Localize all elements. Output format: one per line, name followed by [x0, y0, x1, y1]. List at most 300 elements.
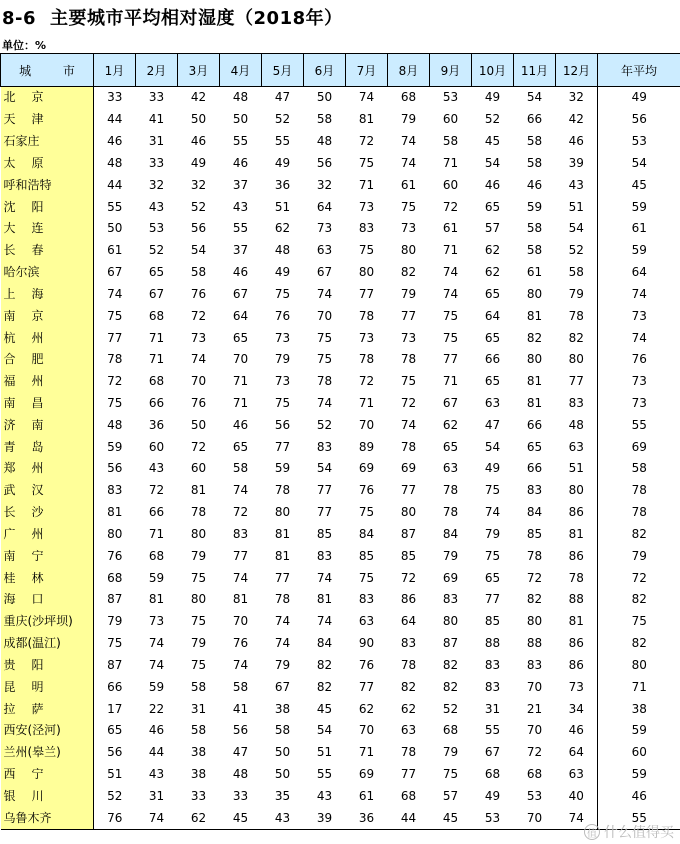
month-value-cell: 77	[400, 483, 417, 498]
month-value-cell: 48	[107, 417, 123, 432]
month-value-cell: 69	[358, 461, 375, 476]
month-value-cell: 66	[107, 679, 123, 694]
month-value-cell: 58	[568, 265, 584, 280]
table-row	[1, 458, 680, 480]
month-value-cell: 21	[526, 701, 543, 716]
month-value-cell: 74	[148, 636, 165, 651]
table-row	[1, 174, 680, 196]
month-value-cell: 46	[232, 155, 249, 170]
month-value-cell: 75	[442, 767, 459, 782]
table-row	[1, 633, 680, 655]
month-value-cell: 77	[274, 439, 291, 454]
month-value-cell: 84	[316, 636, 333, 651]
table-row	[1, 349, 680, 371]
table-row	[1, 502, 680, 524]
month-value-cell: 45	[316, 701, 333, 716]
city-name: 贵阳	[1, 655, 94, 677]
month-value-cell: 52	[274, 112, 291, 127]
month-value-cell: 62	[442, 417, 459, 432]
month-value-cell: 79	[568, 286, 584, 301]
month-value-cell: 46	[190, 134, 207, 149]
month-value-cell: 38	[190, 767, 207, 782]
header-month-12: 12月	[556, 54, 598, 87]
month-value-cell: 70	[358, 417, 375, 432]
month-value-cell: 36	[346, 807, 388, 829]
annual-average-cell: 80	[598, 655, 680, 677]
month-value-cell: 67	[316, 265, 333, 280]
city-name: 合肥	[1, 349, 94, 371]
annual-average-cell: 58	[598, 458, 680, 480]
month-value-cell: 63	[400, 723, 417, 738]
month-value-cell: 62	[484, 243, 501, 258]
month-value-cell: 66	[526, 417, 543, 432]
table-row	[1, 371, 680, 393]
month-value-cell: 69	[400, 461, 417, 476]
month-value-cell: 74	[232, 570, 249, 585]
month-value-cell: 86	[568, 505, 584, 520]
city-name: 长春	[1, 240, 94, 262]
month-value-cell: 73	[316, 221, 333, 236]
month-value-cell: 81	[526, 308, 543, 323]
month-value-cell: 34	[568, 701, 584, 716]
header-month-10: 10月	[472, 54, 514, 87]
month-value-cell: 51	[568, 461, 584, 476]
month-value-cell: 83	[358, 592, 375, 607]
table-row	[1, 567, 680, 589]
month-value-cell: 78	[526, 548, 543, 563]
month-value-cell: 52	[568, 243, 584, 258]
month-value-cell: 73	[190, 330, 207, 345]
page-title	[2, 4, 343, 30]
month-value-cell: 31	[148, 788, 165, 803]
month-value-cell: 58	[442, 134, 459, 149]
month-value-cell: 65	[232, 330, 249, 345]
month-value-cell: 58	[274, 723, 291, 738]
month-value-cell: 56	[107, 745, 123, 760]
month-value-cell: 85	[484, 614, 501, 629]
city-name: 青岛	[1, 436, 94, 458]
month-value-cell: 80	[190, 592, 207, 607]
month-value-cell: 52	[442, 701, 459, 716]
month-value-cell: 31	[484, 701, 501, 716]
city-name: 济南	[1, 414, 94, 436]
month-value-cell: 54	[190, 243, 207, 258]
month-value-cell: 72	[400, 570, 417, 585]
month-value-cell: 78	[568, 570, 584, 585]
month-value-cell: 45	[220, 807, 262, 829]
month-value-cell: 87	[442, 636, 459, 651]
city-name: 郑州	[1, 458, 94, 480]
month-value-cell: 59	[107, 439, 123, 454]
month-value-cell: 80	[190, 526, 207, 541]
month-value-cell: 54	[568, 221, 584, 236]
month-value-cell: 74	[358, 90, 375, 105]
annual-average-cell: 49	[598, 87, 680, 109]
month-value-cell: 72	[526, 745, 543, 760]
month-value-cell: 75	[484, 548, 501, 563]
month-value-cell: 70	[316, 308, 333, 323]
month-value-cell: 71	[358, 177, 375, 192]
city-name: 石家庄	[1, 131, 94, 153]
month-value-cell: 33	[190, 788, 207, 803]
header-city: 城 市	[1, 54, 94, 87]
month-value-cell: 70	[526, 723, 543, 738]
table-row	[1, 720, 680, 742]
month-value-cell: 75	[316, 352, 333, 367]
month-value-cell: 75	[107, 396, 123, 410]
month-value-cell: 48	[232, 90, 249, 105]
month-value-cell: 83	[316, 548, 333, 563]
city-name: 武汉	[1, 480, 94, 502]
month-value-cell: 81	[274, 526, 291, 541]
table-row	[1, 524, 680, 546]
table-row	[1, 240, 680, 262]
month-value-cell: 50	[107, 221, 123, 236]
month-value-cell: 71	[442, 155, 459, 170]
annual-average-cell: 75	[598, 611, 680, 633]
month-value-cell: 46	[526, 177, 543, 192]
month-value-cell: 70	[358, 723, 375, 738]
month-value-cell: 64	[232, 308, 249, 323]
month-value-cell: 78	[400, 352, 417, 367]
month-value-cell: 77	[568, 374, 584, 389]
month-value-cell: 75	[190, 657, 207, 672]
month-value-cell: 81	[526, 374, 543, 389]
month-value-cell: 85	[526, 526, 543, 541]
month-value-cell: 80	[358, 265, 375, 280]
month-value-cell: 58	[190, 723, 207, 738]
month-value-cell: 52	[148, 243, 165, 258]
annual-average-cell: 73	[598, 371, 680, 393]
month-value-cell: 46	[232, 265, 249, 280]
month-value-cell: 44	[107, 177, 123, 192]
month-value-cell: 55	[232, 221, 249, 236]
month-value-cell: 46	[148, 723, 165, 738]
month-value-cell: 71	[148, 526, 165, 541]
title-number: 8-6	[2, 8, 37, 29]
month-value-cell: 62	[484, 265, 501, 280]
month-value-cell: 68	[148, 548, 165, 563]
month-value-cell: 78	[358, 308, 375, 323]
month-value-cell: 43	[148, 199, 165, 214]
month-value-cell: 72	[232, 505, 249, 520]
month-value-cell: 60	[190, 461, 207, 476]
month-value-cell: 42	[190, 90, 207, 105]
month-value-cell: 71	[232, 374, 249, 389]
month-value-cell: 56	[316, 155, 333, 170]
month-value-cell: 72	[400, 396, 417, 410]
month-value-cell: 48	[568, 417, 584, 432]
month-value-cell: 84	[526, 505, 543, 520]
header-month-5: 5月	[262, 54, 304, 87]
month-value-cell: 80	[568, 352, 584, 367]
month-value-cell: 75	[442, 330, 459, 345]
month-value-cell: 70	[232, 352, 249, 367]
month-value-cell: 74	[556, 807, 598, 829]
month-value-cell: 74	[232, 657, 249, 672]
header-month-11: 11月	[514, 54, 556, 87]
month-value-cell: 67	[107, 265, 123, 280]
city-name: 南昌	[1, 393, 94, 415]
month-value-cell: 50	[274, 767, 291, 782]
month-value-cell: 61	[400, 177, 417, 192]
month-value-cell: 63	[484, 396, 501, 410]
month-value-cell: 56	[107, 461, 123, 476]
month-value-cell: 68	[148, 308, 165, 323]
month-value-cell: 66	[148, 396, 165, 410]
month-value-cell: 61	[442, 221, 459, 236]
month-value-cell: 54	[316, 461, 333, 476]
month-value-cell: 53	[526, 788, 543, 803]
table-row	[1, 764, 680, 786]
annual-average-cell: 76	[598, 349, 680, 371]
month-value-cell: 80	[526, 352, 543, 367]
month-value-cell: 65	[526, 439, 543, 454]
city-name: 天津	[1, 109, 94, 131]
month-value-cell: 75	[316, 330, 333, 345]
month-value-cell: 41	[232, 701, 249, 716]
month-value-cell: 53	[442, 90, 459, 105]
city-name: 太原	[1, 152, 94, 174]
month-value-cell: 75	[442, 308, 459, 323]
month-value-cell: 68	[400, 788, 417, 803]
city-name: 兰州(皋兰)	[1, 742, 94, 764]
annual-average-cell: 82	[598, 633, 680, 655]
month-value-cell: 78	[190, 505, 207, 520]
month-value-cell: 84	[358, 526, 375, 541]
month-value-cell: 51	[107, 767, 123, 782]
month-value-cell: 65	[484, 199, 501, 214]
month-value-cell: 47	[274, 90, 291, 105]
month-value-cell: 52	[107, 788, 123, 803]
month-value-cell: 78	[316, 374, 333, 389]
month-value-cell: 87	[400, 526, 417, 541]
table-row	[1, 218, 680, 240]
month-value-cell: 71	[442, 374, 459, 389]
month-value-cell: 75	[190, 614, 207, 629]
month-value-cell: 48	[107, 155, 123, 170]
month-value-cell: 83	[107, 483, 123, 498]
month-value-cell: 78	[400, 745, 417, 760]
city-name: 海口	[1, 589, 94, 611]
month-value-cell: 60	[148, 439, 165, 454]
month-value-cell: 78	[274, 483, 291, 498]
month-value-cell: 68	[526, 767, 543, 782]
month-value-cell: 86	[568, 548, 584, 563]
month-value-cell: 61	[526, 265, 543, 280]
month-value-cell: 58	[526, 155, 543, 170]
month-value-cell: 82	[442, 679, 459, 694]
month-value-cell: 62	[178, 807, 220, 829]
month-value-cell: 81	[526, 396, 543, 410]
month-value-cell: 81	[358, 112, 375, 127]
month-value-cell: 74	[442, 286, 459, 301]
month-value-cell: 42	[568, 112, 584, 127]
month-value-cell: 66	[148, 505, 165, 520]
month-value-cell: 58	[190, 265, 207, 280]
month-value-cell: 65	[232, 439, 249, 454]
city-name: 南宁	[1, 545, 94, 567]
month-value-cell: 77	[107, 330, 123, 345]
month-value-cell: 44	[388, 807, 430, 829]
city-name: 广州	[1, 524, 94, 546]
city-name: 西宁	[1, 764, 94, 786]
table-row	[1, 393, 680, 415]
month-value-cell: 75	[400, 374, 417, 389]
annual-average-cell: 55	[598, 414, 680, 436]
month-value-cell: 58	[316, 112, 333, 127]
month-value-cell: 81	[568, 614, 584, 629]
month-value-cell: 54	[484, 155, 501, 170]
month-value-cell: 75	[274, 286, 291, 301]
month-value-cell: 67	[484, 745, 501, 760]
month-value-cell: 32	[316, 177, 333, 192]
month-value-cell: 79	[190, 636, 207, 651]
month-value-cell: 49	[484, 788, 501, 803]
month-value-cell: 56	[232, 723, 249, 738]
city-name: 银川	[1, 786, 94, 808]
table-row	[1, 698, 680, 720]
month-value-cell: 35	[274, 788, 291, 803]
month-value-cell: 55	[484, 723, 501, 738]
month-value-cell: 68	[107, 570, 123, 585]
month-value-cell: 77	[358, 286, 375, 301]
annual-average-cell: 45	[598, 174, 680, 196]
month-value-cell: 72	[442, 199, 459, 214]
month-value-cell: 73	[400, 330, 417, 345]
month-value-cell: 76	[94, 807, 136, 829]
month-value-cell: 55	[232, 134, 249, 149]
annual-average-cell: 59	[598, 764, 680, 786]
header-month-2: 2月	[136, 54, 178, 87]
table-row	[1, 655, 680, 677]
month-value-cell: 60	[442, 112, 459, 127]
month-value-cell: 75	[358, 243, 375, 258]
month-value-cell: 33	[148, 155, 165, 170]
table-row	[1, 436, 680, 458]
month-value-cell: 71	[232, 396, 249, 410]
month-value-cell: 49	[190, 155, 207, 170]
annual-average-cell: 54	[598, 152, 680, 174]
table-row	[1, 807, 680, 829]
month-value-cell: 79	[442, 548, 459, 563]
month-value-cell: 64	[316, 199, 333, 214]
month-value-cell: 74	[232, 483, 249, 498]
month-value-cell: 41	[148, 112, 165, 127]
month-value-cell: 52	[484, 112, 501, 127]
month-value-cell: 82	[400, 265, 417, 280]
annual-average-cell: 53	[598, 131, 680, 153]
month-value-cell: 31	[148, 134, 165, 149]
month-value-cell: 74	[316, 570, 333, 585]
month-value-cell: 71	[442, 243, 459, 258]
annual-average-cell: 46	[598, 786, 680, 808]
month-value-cell: 71	[148, 330, 165, 345]
month-value-cell: 77	[316, 505, 333, 520]
table-body	[1, 87, 680, 830]
month-value-cell: 83	[568, 396, 584, 410]
month-value-cell: 66	[526, 461, 543, 476]
month-value-cell: 43	[148, 767, 165, 782]
month-value-cell: 61	[358, 788, 375, 803]
month-value-cell: 75	[358, 155, 375, 170]
month-value-cell: 57	[442, 788, 459, 803]
month-value-cell: 48	[274, 243, 291, 258]
month-value-cell: 83	[526, 657, 543, 672]
month-value-cell: 76	[232, 636, 249, 651]
month-value-cell: 83	[316, 439, 333, 454]
annual-average-cell: 71	[598, 676, 680, 698]
month-value-cell: 63	[358, 614, 375, 629]
month-value-cell: 79	[484, 526, 501, 541]
month-value-cell: 52	[316, 417, 333, 432]
month-value-cell: 80	[526, 286, 543, 301]
header-month-9: 9月	[430, 54, 472, 87]
annual-average-cell: 82	[598, 524, 680, 546]
header-month-4: 4月	[220, 54, 262, 87]
annual-average-cell: 56	[598, 109, 680, 131]
month-value-cell: 65	[442, 439, 459, 454]
month-value-cell: 73	[274, 374, 291, 389]
month-value-cell: 79	[107, 614, 123, 629]
month-value-cell: 46	[568, 723, 584, 738]
month-value-cell: 78	[358, 352, 375, 367]
month-value-cell: 81	[568, 526, 584, 541]
month-value-cell: 56	[274, 417, 291, 432]
annual-average-cell: 78	[598, 480, 680, 502]
month-value-cell: 72	[358, 134, 375, 149]
month-value-cell: 65	[484, 570, 501, 585]
month-value-cell: 74	[484, 505, 501, 520]
table-row	[1, 152, 680, 174]
month-value-cell: 66	[526, 112, 543, 127]
table-row	[1, 87, 680, 109]
month-value-cell: 63	[568, 439, 584, 454]
annual-average-cell: 61	[598, 218, 680, 240]
month-value-cell: 58	[232, 461, 249, 476]
month-value-cell: 68	[484, 767, 501, 782]
month-value-cell: 70	[232, 614, 249, 629]
annual-average-cell: 73	[598, 393, 680, 415]
month-value-cell: 46	[107, 134, 123, 149]
month-value-cell: 74	[274, 614, 291, 629]
month-value-cell: 75	[400, 199, 417, 214]
month-value-cell: 66	[484, 352, 501, 367]
annual-average-cell: 74	[598, 283, 680, 305]
month-value-cell: 62	[400, 701, 417, 716]
month-value-cell: 47	[232, 745, 249, 760]
month-value-cell: 71	[358, 745, 375, 760]
watermark	[584, 822, 674, 842]
month-value-cell: 78	[568, 308, 584, 323]
month-value-cell: 76	[358, 483, 375, 498]
month-value-cell: 82	[526, 592, 543, 607]
month-value-cell: 80	[400, 243, 417, 258]
city-name: 南京	[1, 305, 94, 327]
city-name: 大连	[1, 218, 94, 240]
table-row	[1, 742, 680, 764]
annual-average-cell: 59	[598, 720, 680, 742]
month-value-cell: 77	[274, 570, 291, 585]
month-value-cell: 82	[316, 679, 333, 694]
month-value-cell: 40	[568, 788, 584, 803]
month-value-cell: 76	[274, 308, 291, 323]
month-value-cell: 50	[232, 112, 249, 127]
month-value-cell: 78	[107, 352, 123, 367]
city-name: 杭州	[1, 327, 94, 349]
header-month-8: 8月	[388, 54, 430, 87]
month-value-cell: 50	[190, 417, 207, 432]
